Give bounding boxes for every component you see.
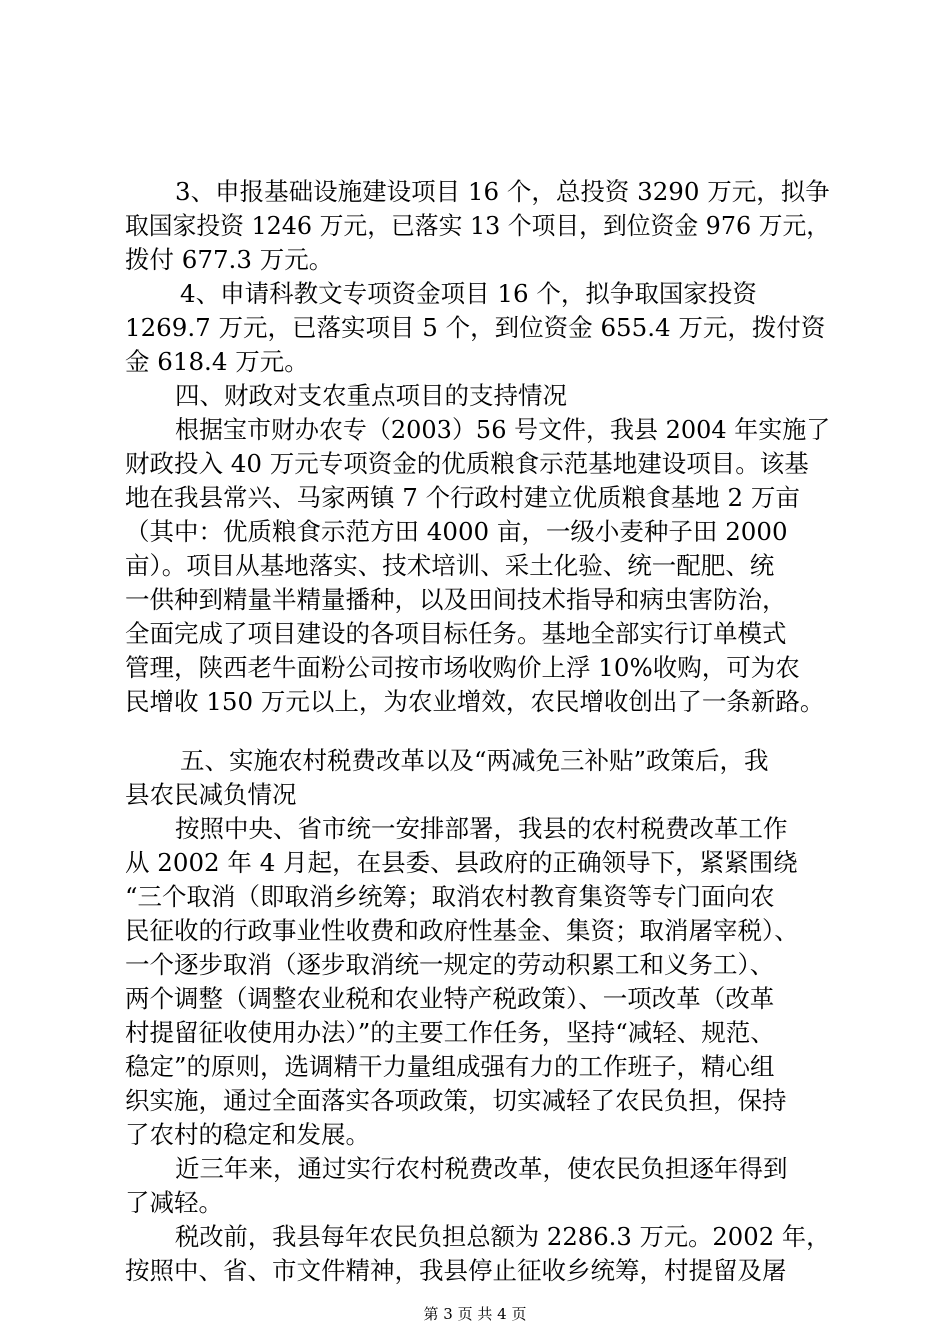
page-footer: 第 3 页 共 4 页 xyxy=(423,1305,527,1323)
text-line: 财政投入 40 万元专项资金的优质粮食示范基地建设项目。该基 xyxy=(125,449,809,478)
text-line: 4、申请科教文专项资金项目 16 个，拟争取国家投资 xyxy=(180,279,757,308)
text-line: 两个调整（调整农业税和农业特产税政策）、一项改革（改革 xyxy=(125,984,775,1013)
text-line: 税改前，我县每年农民负担总额为 2286.3 万元。2002 年， xyxy=(175,1222,831,1251)
text-line: “三个取消（即取消乡统筹；取消农村教育集资等专门面向农 xyxy=(125,882,775,911)
text-line: 稳定”的原则，选调精干力量组成强有力的工作班子，精心组 xyxy=(125,1052,775,1081)
section-heading: 县农民减负情况 xyxy=(125,780,297,809)
section-heading: 四、财政对支农重点项目的支持情况 xyxy=(175,381,567,410)
text-line: 地在我县常兴、马家两镇 7 个行政村建立优质粮食基地 2 万亩 xyxy=(125,483,800,512)
text-line: 民征收的行政事业性收费和政府性基金、集资；取消屠宰税）、 xyxy=(125,916,799,945)
text-line: 取国家投资 1246 万元，已落实 13 个项目，到位资金 976 万元， xyxy=(125,211,831,240)
text-line: 金 618.4 万元。 xyxy=(125,347,309,376)
text-line: 一供种到精量半精量播种，以及田间技术指导和病虫害防治， xyxy=(125,585,787,614)
text-line: 1269.7 万元，已落实项目 5 个，到位资金 655.4 万元，拨付资 xyxy=(125,313,826,342)
text-line: 根据宝市财办农专（2003）56 号文件，我县 2004 年实施了 xyxy=(175,415,831,444)
text-line: 亩）。项目从基地落实、技术培训、采土化验、统一配肥、统 xyxy=(125,551,775,580)
text-line: 管理，陕西老牛面粉公司按市场收购价上浮 10%收购，可为农 xyxy=(125,653,800,682)
text-line: 3、申报基础设施建设项目 16 个，总投资 3290 万元，拟争 xyxy=(175,177,830,206)
text-line: 民增收 150 万元以上，为农业增效，农民增收创出了一条新路。 xyxy=(125,687,825,716)
text-line: 按照中央、省市统一安排部署，我县的农村税费改革工作 xyxy=(175,814,788,843)
text-line: 全面完成了项目建设的各项目标任务。基地全部实行订单模式 xyxy=(125,619,787,648)
text-line: 从 2002 年 4 月起，在县委、县政府的正确领导下，紧紧围绕 xyxy=(125,848,798,877)
text-line: 近三年来，通过实行农村税费改革，使农民负担逐年得到 xyxy=(175,1154,788,1183)
text-line: 拨付 677.3 万元。 xyxy=(125,245,334,274)
text-line: 织实施，通过全面落实各项政策，切实减轻了农民负担，保持 xyxy=(125,1086,787,1115)
text-line: 按照中、省、市文件精神，我县停止征收乡统筹，村提留及屠 xyxy=(125,1256,787,1285)
text-line: 村提留征收使用办法）”的主要工作任务，坚持“减轻、规范、 xyxy=(125,1018,775,1047)
text-line: （其中：优质粮食示范方田 4000 亩，一级小麦种子田 2000 xyxy=(125,517,788,546)
text-line: 了减轻。 xyxy=(125,1188,223,1217)
text-line: 一个逐步取消（逐步取消统一规定的劳动积累工和义务工）、 xyxy=(125,950,775,979)
section-heading: 五、实施农村税费改革以及“两减免三补贴”政策后，我 xyxy=(180,746,769,775)
text-line: 了农村的稳定和发展。 xyxy=(125,1120,370,1149)
